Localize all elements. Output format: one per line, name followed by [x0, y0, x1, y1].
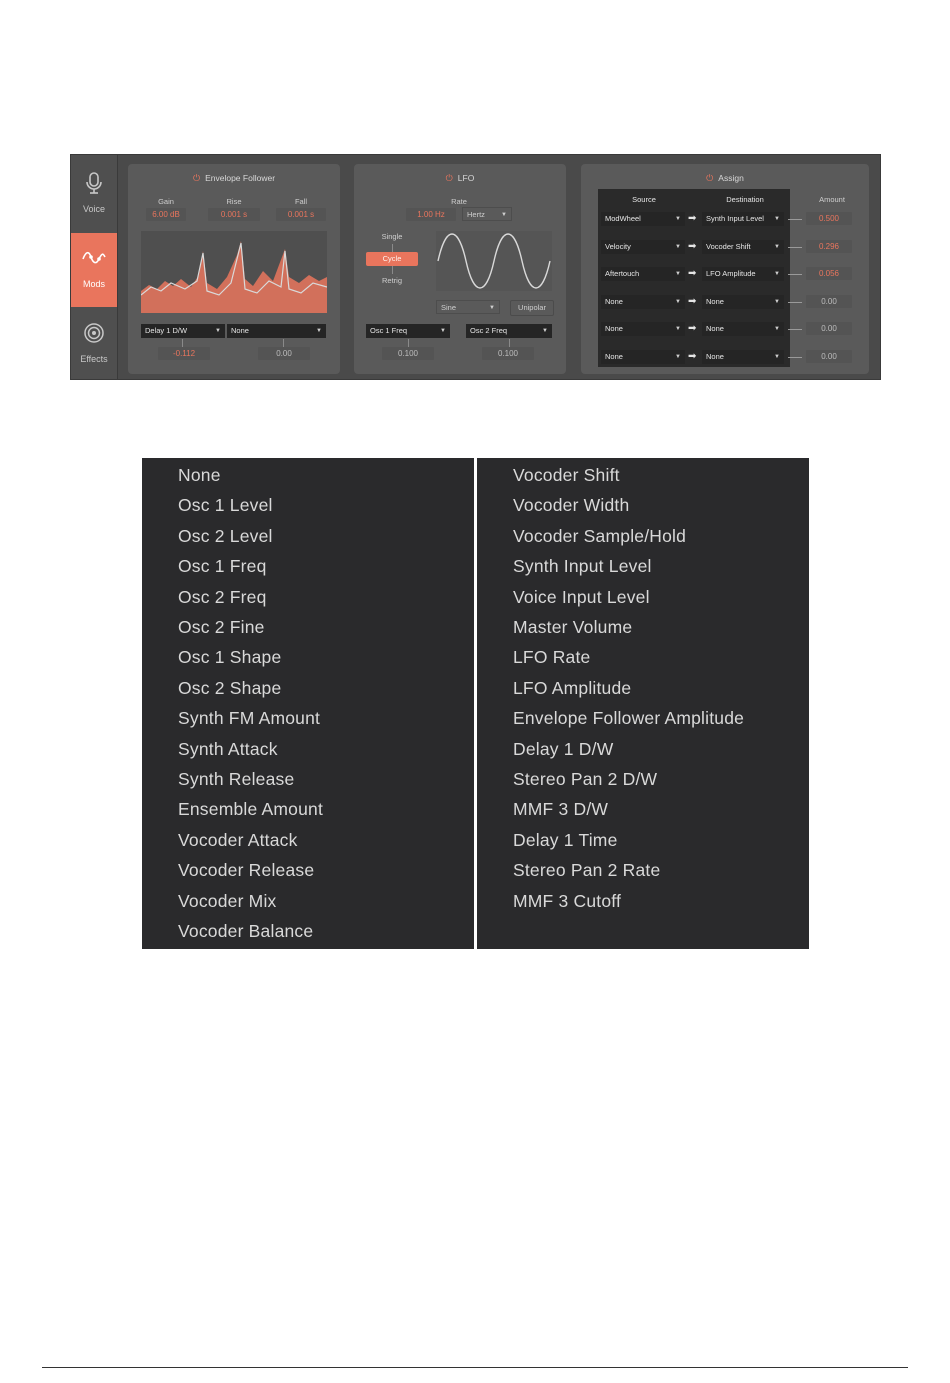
amount-connector: [509, 339, 510, 347]
assign-destination-dropdown[interactable]: Synth Input Level ▼: [702, 212, 784, 226]
assign-module: [581, 164, 869, 374]
amount-header: Amount: [819, 195, 845, 204]
chevron-down-icon: ▼: [675, 353, 681, 360]
envelope-dest1-dropdown[interactable]: Delay 1 D/W ▼: [141, 324, 225, 338]
gain-value[interactable]: 6.00 dB: [146, 208, 186, 221]
list-item[interactable]: Vocoder Mix: [178, 890, 277, 911]
list-item[interactable]: Ensemble Amount: [178, 799, 324, 820]
fall-label: Fall: [294, 197, 308, 206]
list-item[interactable]: Stereo Pan 2 D/W: [513, 769, 658, 789]
power-icon[interactable]: ⏻: [706, 173, 714, 183]
assign-source-dropdown[interactable]: Aftertouch ▼: [601, 267, 685, 281]
chevron-down-icon: ▼: [774, 326, 780, 332]
mods-wave-icon: [82, 245, 106, 271]
list-item[interactable]: LFO Amplitude: [513, 677, 632, 698]
amount-connector: [788, 357, 802, 358]
lfo-mode-cycle[interactable]: Cycle: [366, 252, 418, 266]
assign-amount[interactable]: 0.00: [806, 295, 852, 308]
assign-source-dropdown[interactable]: None ▼: [601, 322, 685, 336]
list-item[interactable]: Voice Input Level: [513, 586, 650, 607]
destination-header: Destination: [726, 195, 764, 204]
lfo-polarity-button[interactable]: Unipolar: [510, 300, 554, 316]
microphone-icon: [82, 171, 106, 197]
destination-column-left: [142, 458, 474, 949]
source-header: Source: [632, 195, 656, 204]
lfo-mode-single[interactable]: Single: [381, 232, 403, 241]
amount-connector: [788, 219, 802, 220]
sidebar-item-mods[interactable]: [71, 233, 117, 307]
envelope-display: [141, 231, 327, 313]
lfo-dest1-dropdown[interactable]: Osc 1 Freq ▼: [366, 324, 450, 338]
list-item[interactable]: Synth Input Level: [513, 556, 652, 577]
lfo-wave-display: [436, 231, 552, 291]
amount-connector: [182, 339, 183, 347]
envelope-amount2[interactable]: 0.00: [258, 347, 310, 360]
rise-value[interactable]: 0.001 s: [208, 208, 260, 221]
list-item[interactable]: Vocoder Shift: [513, 465, 620, 485]
chevron-down-icon: ▼: [501, 212, 507, 218]
effects-rings-icon: [82, 321, 106, 347]
assign-destination-dropdown[interactable]: Vocoder Shift ▼: [702, 240, 784, 254]
list-item[interactable]: Master Volume: [513, 617, 633, 637]
chevron-down-icon: ▼: [774, 216, 780, 222]
rate-value[interactable]: 1.00 Hz: [406, 208, 456, 221]
list-item[interactable]: Vocoder Balance: [178, 921, 314, 941]
assign-destination-dropdown[interactable]: LFO Amplitude ▼: [702, 267, 784, 281]
amount-connector: [283, 339, 284, 347]
arrow-right-icon: ➡: [688, 213, 697, 224]
power-icon[interactable]: ⏻: [445, 173, 453, 183]
list-item[interactable]: Osc 2 Shape: [178, 677, 282, 698]
chevron-down-icon: ▼: [489, 305, 495, 311]
list-item[interactable]: None: [178, 465, 221, 485]
chevron-down-icon: ▼: [774, 353, 780, 360]
amount-connector: [408, 339, 409, 347]
chevron-down-icon: ▼: [675, 271, 681, 277]
list-item[interactable]: Delay 1 D/W: [513, 738, 614, 759]
list-item[interactable]: Osc 1 Shape: [178, 647, 282, 668]
amount-connector: [788, 274, 802, 275]
lfo-mode-retrig[interactable]: Retrig: [381, 276, 402, 285]
lfo-shape-dropdown[interactable]: Sine ▼: [436, 300, 500, 314]
lfo-title: ⏻ LFO: [445, 173, 475, 183]
lfo-amount2[interactable]: 0.100: [482, 347, 534, 360]
list-item[interactable]: LFO Rate: [513, 647, 591, 668]
sidebar-item-label: Mods: [82, 279, 105, 289]
rate-unit-dropdown[interactable]: Hertz ▼: [462, 207, 512, 221]
assign-source-dropdown[interactable]: None ▼: [601, 295, 685, 309]
footer-rule: [42, 1367, 908, 1368]
list-item[interactable]: Vocoder Sample/Hold: [513, 525, 687, 546]
assign-amount[interactable]: 0.056: [806, 267, 852, 280]
amount-connector: [788, 302, 802, 303]
assign-amount[interactable]: 0.296: [806, 240, 852, 253]
chevron-down-icon: ▼: [316, 328, 322, 334]
sidebar-item-voice[interactable]: [71, 155, 117, 229]
chevron-down-icon: ▼: [675, 326, 681, 332]
list-item[interactable]: Stereo Pan 2 Rate: [513, 860, 661, 881]
sidebar-item-label: Voice: [82, 204, 106, 214]
gain-label: Gain: [158, 197, 174, 206]
list-item[interactable]: Envelope Follower Amplitude: [513, 708, 745, 729]
envelope-title: ⏻ Envelope Follower: [192, 173, 276, 183]
chevron-down-icon: ▼: [774, 243, 780, 250]
amount-connector: [788, 329, 802, 330]
assign-title: ⏻ Assign: [706, 173, 744, 183]
mode-connector: [392, 266, 393, 274]
list-item[interactable]: Synth Attack: [178, 738, 278, 759]
assign-source-dropdown[interactable]: None ▼: [601, 350, 685, 364]
amount-connector: [788, 247, 802, 248]
assign-amount[interactable]: 0.500: [806, 212, 852, 225]
lfo-amount1[interactable]: 0.100: [382, 347, 434, 360]
list-item[interactable]: Vocoder Width: [513, 495, 630, 516]
rise-label: Rise: [226, 197, 242, 206]
list-item[interactable]: Synth FM Amount: [178, 708, 321, 729]
sidebar: [71, 155, 118, 379]
list-item[interactable]: Osc 2 Level: [178, 525, 273, 546]
rate-label: Rate: [451, 197, 467, 206]
assign-amount[interactable]: 0.00: [806, 350, 852, 363]
envelope-dest2-dropdown[interactable]: None ▼: [227, 324, 326, 338]
assign-amount[interactable]: 0.00: [806, 322, 852, 335]
list-item[interactable]: Vocoder Release: [178, 860, 315, 881]
envelope-amount1[interactable]: -0.112: [158, 347, 210, 360]
chevron-down-icon: ▼: [774, 298, 780, 305]
assign-destination-dropdown[interactable]: None ▼: [702, 295, 784, 309]
chevron-down-icon: ▼: [675, 243, 681, 250]
assign-source-dropdown[interactable]: ModWheel ▼: [601, 212, 685, 226]
sidebar-item-effects[interactable]: [71, 307, 117, 381]
destination-column-right: [477, 458, 809, 949]
assign-source-dropdown[interactable]: Velocity ▼: [601, 240, 685, 254]
sidebar-item-label: Effects: [80, 354, 108, 364]
power-icon[interactable]: ⏻: [192, 173, 201, 183]
arrow-right-icon: ➡: [688, 295, 697, 307]
list-item[interactable]: Osc 1 Level: [178, 495, 273, 516]
destination-list: [142, 458, 809, 949]
list-item[interactable]: MMF 3 Cutoff: [513, 890, 622, 911]
list-item[interactable]: Osc 2 Fine: [178, 617, 265, 637]
lfo-module: [354, 164, 566, 374]
arrow-right-icon: ➡: [688, 240, 697, 252]
chevron-down-icon: ▼: [675, 216, 681, 222]
chevron-down-icon: ▼: [774, 271, 780, 277]
arrow-right-icon: ➡: [688, 350, 697, 362]
list-item[interactable]: Synth Release: [178, 769, 295, 789]
assign-destination-dropdown[interactable]: None ▼: [702, 350, 784, 364]
chevron-down-icon: ▼: [215, 328, 221, 334]
chevron-down-icon: ▼: [542, 328, 548, 334]
mode-connector: [392, 244, 393, 252]
chevron-down-icon: ▼: [675, 298, 681, 305]
fall-value[interactable]: 0.001 s: [276, 208, 326, 221]
arrow-right-icon: ➡: [688, 323, 697, 334]
mods-panel: [70, 154, 881, 380]
chevron-down-icon: ▼: [440, 328, 446, 334]
list-item[interactable]: Delay 1 Time: [513, 829, 618, 850]
list-item[interactable]: Osc 1 Freq: [178, 556, 267, 577]
arrow-right-icon: ➡: [688, 268, 697, 279]
lfo-dest2-dropdown[interactable]: Osc 2 Freq ▼: [466, 324, 552, 338]
envelope-follower-module: [128, 164, 340, 374]
list-item[interactable]: Osc 2 Freq: [178, 586, 267, 607]
list-item[interactable]: Vocoder Attack: [178, 829, 298, 850]
assign-destination-dropdown[interactable]: None ▼: [702, 322, 784, 336]
list-item[interactable]: MMF 3 D/W: [513, 799, 609, 820]
